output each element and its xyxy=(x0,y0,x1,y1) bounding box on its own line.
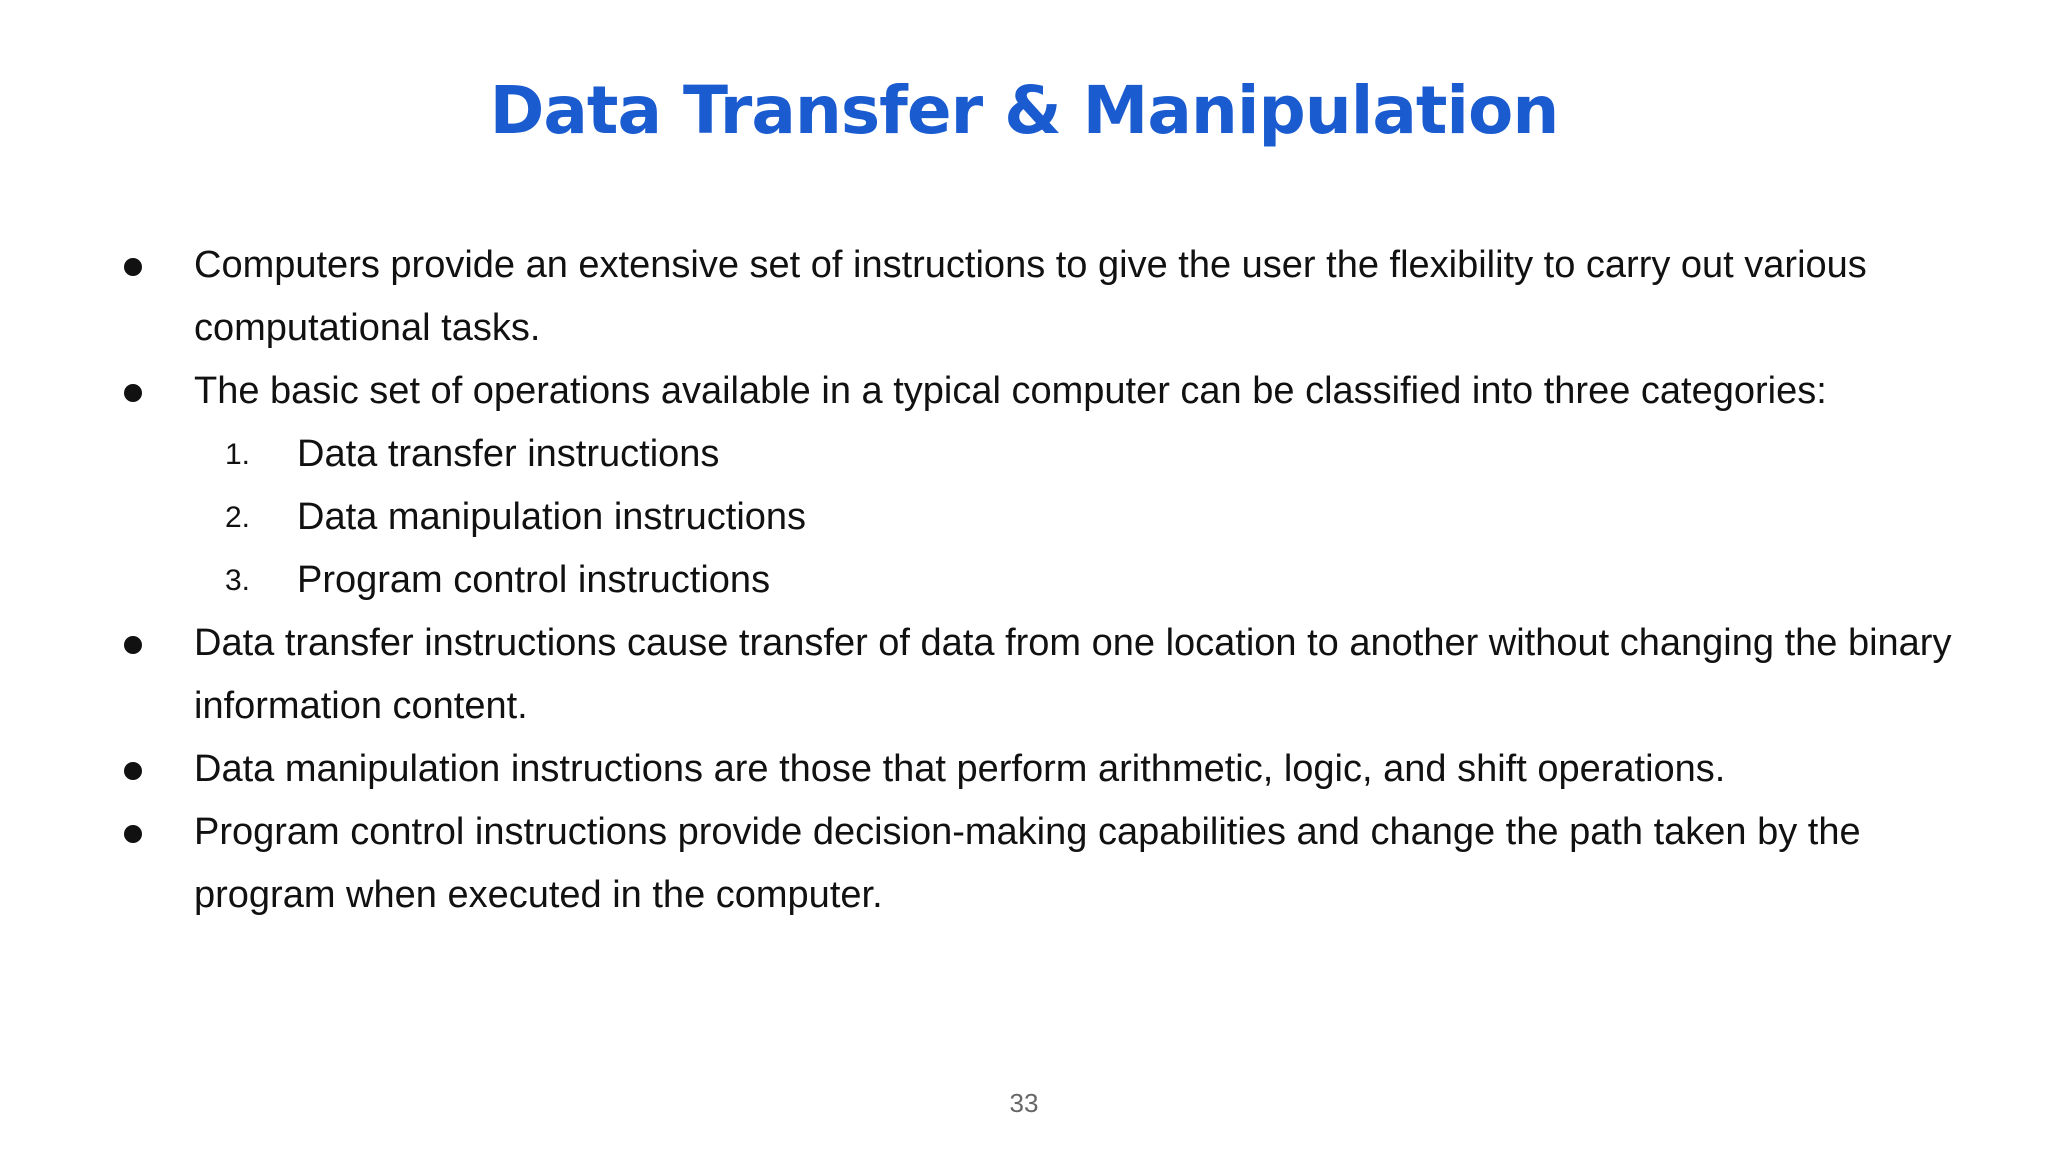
numbered-item xyxy=(110,486,1980,549)
numbered-item xyxy=(110,549,1980,612)
bullet-item xyxy=(110,801,1980,927)
bullet-item xyxy=(110,234,1980,360)
numbered-item xyxy=(110,423,1980,486)
bullet-text: Data transfer instructions cause transfer of data from one location to another without changing the binary information content. xyxy=(194,622,1952,727)
bullet-item xyxy=(110,360,1980,423)
slide-content xyxy=(110,234,1980,927)
bullet-dot-icon xyxy=(124,258,142,276)
bullet-dot-icon xyxy=(124,384,142,402)
numbered-text: Data transfer instructions xyxy=(297,433,720,475)
bullet-item xyxy=(110,738,1980,801)
item-number: 2. xyxy=(225,501,251,534)
numbered-text: Program control instructions xyxy=(297,559,771,601)
bullet-text: Computers provide an extensive set of instructions to give the user the flexibility to carry out various computational tasks. xyxy=(194,244,1867,349)
bullet-text: The basic set of operations available in a typical computer can be classified into three categories: xyxy=(194,370,1827,412)
bullet-dot-icon xyxy=(124,825,142,843)
bullet-text: Data manipulation instructions are those that perform arithmetic, logic, and shift operations. xyxy=(194,748,1726,790)
item-number: 3. xyxy=(225,564,251,597)
bullet-text: Program control instructions provide decision-making capabilities and change the path taken by the program when executed in the computer. xyxy=(194,811,1861,916)
bullet-item xyxy=(110,612,1980,738)
page-number: 33 xyxy=(1009,1088,1039,1118)
bullet-dot-icon xyxy=(124,762,142,780)
slide-title: Data Transfer & Manipulation xyxy=(489,72,1559,149)
bullet-dot-icon xyxy=(124,636,142,654)
numbered-text: Data manipulation instructions xyxy=(297,496,807,538)
item-number: 1. xyxy=(225,438,251,471)
